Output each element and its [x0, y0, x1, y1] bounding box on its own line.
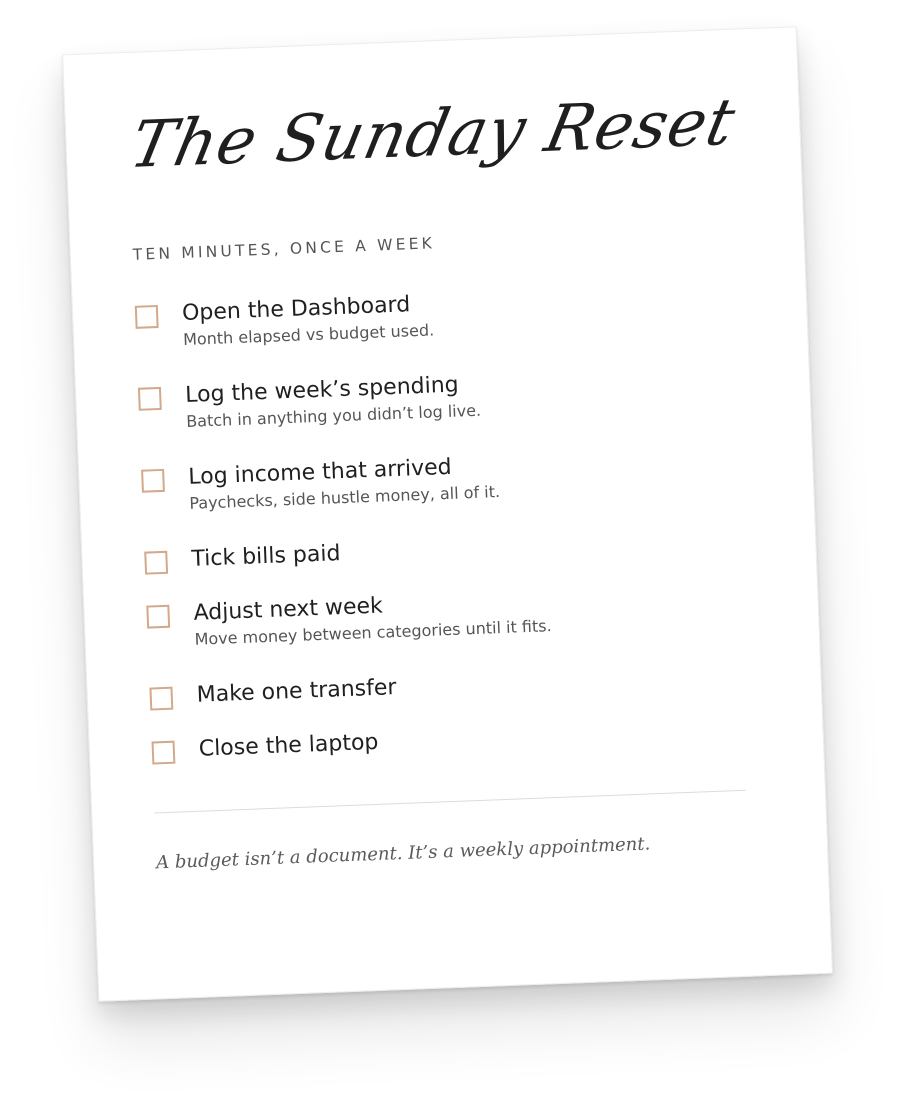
- task-title: Make one transfer: [196, 675, 397, 708]
- task-title: Tick bills paid: [191, 541, 341, 572]
- task-item-log-income: [141, 442, 743, 517]
- task-title: Open the Dashboard: [181, 292, 411, 327]
- task-text: [191, 539, 341, 575]
- task-text: [198, 728, 379, 765]
- task-title: Log the week’s spending: [184, 372, 460, 408]
- task-text: [182, 289, 435, 351]
- task-checkbox[interactable]: [138, 387, 162, 411]
- task-item-adjust-week: [146, 578, 748, 653]
- task-text: [185, 370, 482, 433]
- task-text: [193, 585, 552, 651]
- task-item-close-laptop: [151, 714, 752, 767]
- task-description: Month elapsed vs budget used.: [182, 320, 435, 350]
- task-description: Batch in anything you didn’t log live.: [185, 400, 482, 431]
- sheet-title: The Sunday Reset: [124, 85, 742, 184]
- task-title: Adjust next week: [193, 593, 384, 626]
- task-checkbox[interactable]: [144, 551, 168, 575]
- task-item-tick-bills: [144, 524, 745, 577]
- divider: [154, 790, 746, 814]
- task-description: Paychecks, side hustle money, all of it.: [189, 481, 501, 513]
- checklist-sheet: [62, 26, 833, 1002]
- task-checkbox[interactable]: [146, 605, 170, 629]
- task-item-open-dashboard: [135, 278, 737, 353]
- task-text: [196, 673, 397, 711]
- task-item-make-transfer: [149, 660, 750, 713]
- task-checkbox[interactable]: [152, 741, 176, 765]
- task-item-log-spending: [138, 360, 740, 435]
- task-checkbox[interactable]: [141, 469, 165, 493]
- footer-quote: A budget isn’t a document. It’s a weekly appointment.: [155, 833, 651, 874]
- task-title: Close the laptop: [198, 729, 379, 762]
- task-checkbox[interactable]: [149, 687, 173, 711]
- task-checkbox[interactable]: [135, 305, 159, 329]
- task-title: Log income that arrived: [187, 454, 453, 490]
- task-text: [188, 451, 501, 515]
- task-description: Move money between categories until it fits.: [194, 616, 552, 649]
- sheet-subtitle: TEN MINUTES, ONCE A WEEK: [132, 234, 436, 264]
